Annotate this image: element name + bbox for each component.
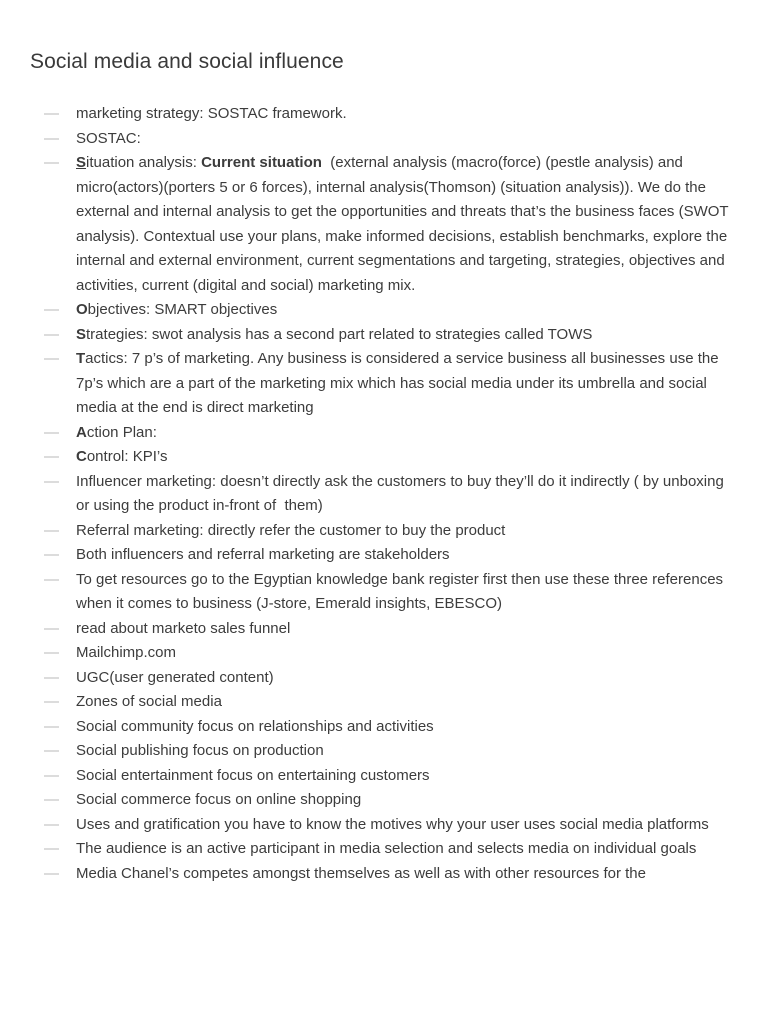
- item-text: Influencer marketing: doesn’t directly ask the customers to buy they’ll do it indirectly ( by unboxing or using the product in-front of them): [76, 472, 728, 514]
- list-item[interactable]: [30, 102, 738, 127]
- item-text: ontrol: KPI’s: [86, 448, 168, 465]
- list-item[interactable]: [30, 421, 738, 446]
- list-item[interactable]: [30, 347, 738, 421]
- acronym-letter: S: [76, 325, 87, 343]
- item-text: SOSTAC:: [76, 129, 141, 147]
- item-text: Social entertainment focus on entertaining customers: [76, 766, 430, 784]
- list-item[interactable]: [30, 739, 738, 764]
- list-item[interactable]: [30, 788, 738, 813]
- dash-bullet-icon: [44, 568, 60, 593]
- dash-bullet-icon: [44, 470, 60, 495]
- dash-bullet-icon: [44, 837, 60, 862]
- dash-bullet-icon: [44, 445, 60, 470]
- dash-bullet-icon: [44, 690, 60, 715]
- item-text: (external analysis (macro(force) (pestle analysis) and micro(actors)(porters 5 or 6 forces), internal analysis(Thomson) (situation analysis)). We do the external and internal analysis to get the opportunities and threats that’s the business faces (SWOT analysis). Contextual use your plans, make informed decisions, establish benchmarks, explore the internal and external environment, current segmentations and targeting, strategies, objectives and activities, current (digital and social) marketing mix.: [76, 154, 733, 294]
- acronym-letter: O: [76, 301, 88, 318]
- item-text: Zones of social media: [76, 693, 222, 710]
- list-item[interactable]: [30, 568, 738, 617]
- item-text: actics: 7 p’s of marketing. Any business is considered a service business all businesses use the 7p’s which are a part of the marketing mix which has social media under its umbrella and social media at the end is direct marketing: [76, 350, 719, 416]
- dash-bullet-icon: [44, 715, 60, 740]
- list-item[interactable]: [30, 715, 738, 740]
- dash-bullet-icon: [44, 641, 60, 666]
- dash-bullet-icon: [44, 102, 60, 127]
- item-text: The audience is an active participant in media selection and selects media on individual goals: [76, 840, 697, 857]
- list-item[interactable]: [30, 323, 738, 348]
- item-text: marketing strategy: SOSTAC framework.: [76, 105, 347, 122]
- acronym-letter: S: [76, 154, 87, 171]
- list-item[interactable]: [30, 764, 738, 789]
- list-item[interactable]: [30, 543, 738, 568]
- list-item[interactable]: [30, 862, 738, 887]
- list-item[interactable]: [30, 690, 738, 715]
- item-text: Mailchimp.com: [76, 644, 177, 661]
- list-item[interactable]: [30, 617, 738, 642]
- list-item[interactable]: [30, 813, 738, 838]
- list-item[interactable]: [30, 837, 738, 862]
- acronym-letter: A: [76, 423, 87, 441]
- dash-bullet-icon: [44, 323, 60, 348]
- item-text: Referral marketing: directly refer the customer to buy the product: [76, 521, 506, 539]
- dash-bullet-icon: [44, 617, 60, 642]
- dash-bullet-icon: [44, 764, 60, 789]
- list-item[interactable]: [30, 127, 738, 152]
- dash-bullet-icon: [44, 862, 60, 887]
- item-text: UGC(user generated content): [76, 668, 274, 686]
- emphasis-text: Current situation: [201, 154, 322, 171]
- dash-bullet-icon: [44, 298, 60, 323]
- acronym-letter: T: [76, 350, 86, 367]
- dash-bullet-icon: [44, 739, 60, 764]
- dash-bullet-icon: [44, 347, 60, 372]
- dash-bullet-icon: [44, 151, 60, 176]
- list-item[interactable]: [30, 641, 738, 666]
- item-text: Social publishing focus on production: [76, 742, 324, 759]
- list-item[interactable]: [30, 666, 738, 691]
- item-text: Social commerce focus on online shopping: [76, 791, 362, 808]
- dash-bullet-icon: [44, 421, 60, 446]
- notes-list: [30, 102, 738, 886]
- list-item[interactable]: [30, 151, 738, 298]
- item-text: ituation analysis:: [86, 154, 202, 171]
- item-text: trategies: swot analysis has a second part related to strategies called TOWS: [86, 325, 593, 343]
- item-text: Both influencers and referral marketing are stakeholders: [76, 546, 450, 563]
- item-text: bjectives: SMART objectives: [87, 301, 278, 318]
- dash-bullet-icon: [44, 788, 60, 813]
- list-item[interactable]: [30, 445, 738, 470]
- dash-bullet-icon: [44, 813, 60, 838]
- list-item[interactable]: [30, 519, 738, 544]
- item-text: ction Plan:: [86, 423, 157, 441]
- dash-bullet-icon: [44, 666, 60, 691]
- page-title: Social media and social influence: [30, 50, 344, 73]
- list-item[interactable]: [30, 470, 738, 519]
- item-text: Social community focus on relationships and activities: [76, 717, 434, 735]
- item-text: Uses and gratification you have to know the motives why your user uses social media platforms: [76, 815, 709, 833]
- item-text: Media Chanel’s competes amongst themselves as well as with other resources for the: [76, 864, 646, 882]
- dash-bullet-icon: [44, 519, 60, 544]
- item-text: To get resources go to the Egyptian knowledge bank register first then use these three references when it comes to business (J-store, Emerald insights, EBESCO): [76, 570, 724, 612]
- dash-bullet-icon: [44, 543, 60, 568]
- list-item[interactable]: [30, 298, 738, 323]
- item-text: read about marketo sales funnel: [76, 619, 291, 637]
- dash-bullet-icon: [44, 127, 60, 152]
- acronym-letter: C: [76, 448, 87, 465]
